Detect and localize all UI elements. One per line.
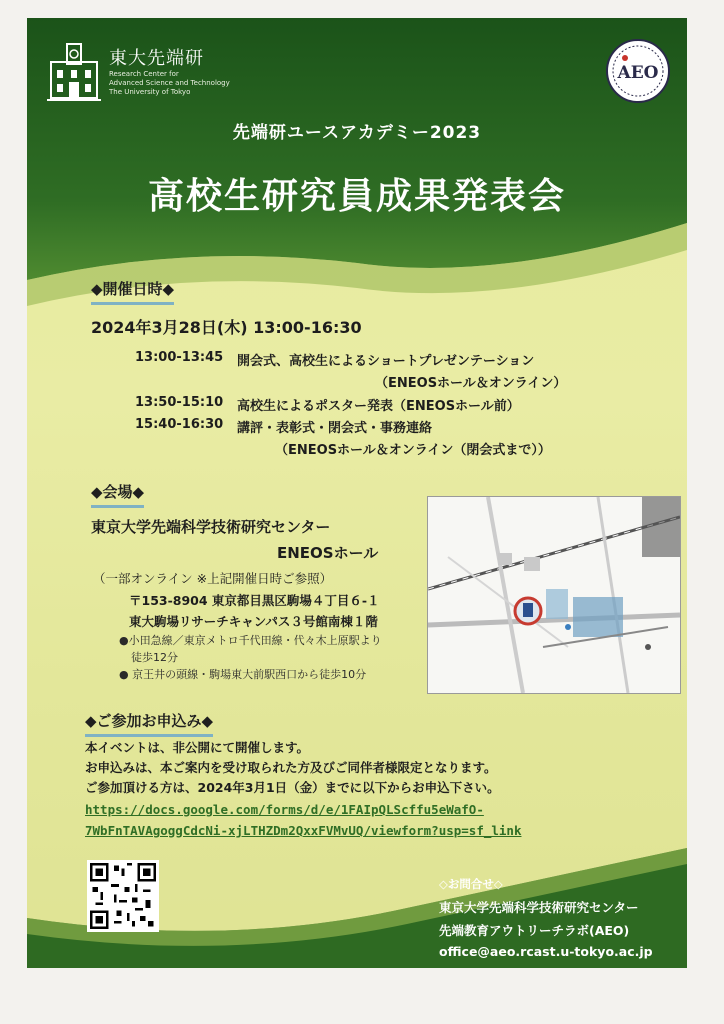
schedule-desc-3: 講評・表彰式・閉会式・事務連絡 bbox=[237, 421, 433, 436]
rcast-logo-en-line: Research Center for bbox=[109, 70, 179, 78]
flyer bbox=[27, 18, 687, 968]
access-route-1: ●小田急線／東京メトロ千代田線・代々木上原駅より bbox=[119, 634, 382, 647]
venue-online-note: （一部オンライン ※上記開催日時ご参照） bbox=[93, 571, 333, 586]
schedule-heading: ◆開催日時◆ bbox=[91, 278, 174, 305]
registration-form-link-cont[interactable]: 7WbFnTAVAgoggCdcNi-xjLTHZDm2QxxFVMvUQ/viewform?usp=sf_link bbox=[85, 823, 522, 838]
contact-email[interactable]: office@aeo.rcast.u-tokyo.ac.jp bbox=[439, 944, 653, 959]
registration-form-link[interactable]: https://docs.google.com/forms/d/e/1FAIpQLScffu5eWafO- bbox=[85, 802, 484, 817]
access-route-1-walk: 徒歩12分 bbox=[131, 651, 178, 664]
campus-map bbox=[427, 496, 681, 694]
schedule-desc-2: 高校生によるポスター発表（ENEOSホール前） bbox=[237, 399, 520, 414]
registration-heading: ◆ご参加お申込み◆ bbox=[85, 710, 213, 737]
venue-name: 東京大学先端科学技術研究センター bbox=[91, 518, 331, 536]
rcast-logo bbox=[47, 40, 257, 120]
rcast-logo-en bbox=[109, 70, 259, 97]
registration-qr-code[interactable] bbox=[87, 860, 159, 932]
schedule-note-3: （ENEOSホール＆オンライン（閉会式まで）） bbox=[275, 443, 551, 458]
schedule-time-3: 15:40-16:30 bbox=[135, 417, 224, 432]
registration-line-3: ご参加頂ける方は、2024年3月1日（金）までに以下からお申込下さい。 bbox=[85, 780, 500, 795]
venue-hall: ENEOSホール bbox=[277, 544, 379, 562]
venue-address-2: 東大駒場リサーチキャンパス３号館南棟１階 bbox=[129, 614, 378, 629]
aeo-logo bbox=[605, 38, 671, 104]
registration-line-2: お申込みは、本ご案内を受け取られた方及びご同伴者様限定となります。 bbox=[85, 760, 497, 775]
schedule-desc-1: 開会式、高校生によるショートプレゼンテーション bbox=[237, 354, 535, 369]
schedule-time-2: 13:50-15:10 bbox=[135, 395, 224, 410]
aeo-logo-text: AEO bbox=[617, 63, 659, 83]
rcast-building-icon bbox=[47, 40, 101, 104]
rcast-logo-en-line: Advanced Science and Technology bbox=[109, 79, 230, 87]
registration-line-1: 本イベントは、非公開にて開催します。 bbox=[85, 740, 310, 755]
rcast-logo-jp: 東大先端研 bbox=[109, 48, 204, 69]
event-date: 2024年3月28日(木) 13:00-16:30 bbox=[91, 318, 362, 337]
event-title: 高校生研究員成果発表会 bbox=[147, 176, 566, 217]
access-route-2: ● 京王井の頭線・駒場東大前駅西口から徒歩10分 bbox=[119, 668, 367, 681]
contact-heading: ◇お問合せ◇ bbox=[439, 877, 503, 891]
event-subtitle: 先端研ユースアカデミー2023 bbox=[232, 123, 482, 143]
venue-heading: ◆会場◆ bbox=[91, 481, 144, 508]
contact-lab: 先端教育アウトリーチラボ(AEO) bbox=[439, 923, 630, 938]
schedule-time-1: 13:00-13:45 bbox=[135, 350, 224, 365]
rcast-logo-en-line: The University of Tokyo bbox=[109, 88, 191, 96]
schedule-note-1: （ENEOSホール＆オンライン） bbox=[375, 376, 567, 391]
venue-address-1: 〒153-8904 東京都目黒区駒場４丁目６-１ bbox=[129, 593, 380, 608]
contact-org: 東京大学先端科学技術研究センター bbox=[439, 900, 639, 915]
